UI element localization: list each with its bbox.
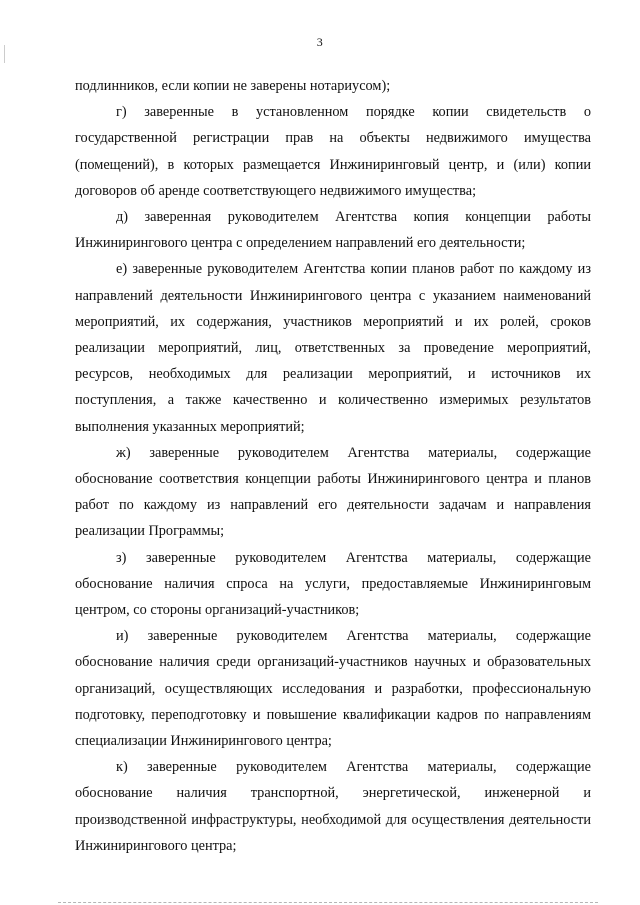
page-number: 3: [316, 35, 324, 49]
paragraph-item-k: к) заверенные руководителем Агентства материалы, содержащие обоснование наличия транспортной, энергетической, инженерной и производственной инфраструктуры, необходимой для осуществления деятельности Инжинирингового центра;: [75, 759, 591, 854]
paragraph-continuation: подлинников, если копии не заверены нотариусом);: [75, 78, 391, 94]
paragraph-item-zh: ж) заверенные руководителем Агентства материалы, содержащие обоснование соответствия концепции работы Инжинирингового центра и планов работ по каждому из направлений его деятельности задачам и направления реализации Программы;: [75, 444, 591, 540]
paragraph-item-e: е) заверенные руководителем Агентства копии планов работ по каждому из направлений деятельности Инжинирингового центра с указанием наименований мероприятий, их содержания, участников мероприятий и их ролей, сроков реализации мероприятий, лиц, ответственных за проведение мероприятий, ресурсов, необходимых для реализации мероприятий, и источников их поступления, а также качественно и количественно измеримых результатов выполнения указанных мероприятий;: [75, 261, 591, 435]
document-body: [75, 73, 591, 859]
paragraph-item-z: з) заверенные руководителем Агентства материалы, содержащие обоснование наличия спроса на услуги, предоставляемые Инжиниринговым центром, со стороны организаций-участников;: [75, 549, 591, 619]
paragraph-item-g: г) заверенные в установленном порядке копии свидетельств о государственной регистрации прав на объекты недвижимого имущества (помещений), в которых размещается Инжиниринговый центр, и (или) копии договоров об аренде соответствующего недвижимого имущества;: [75, 104, 591, 199]
scan-artifact-line: [58, 902, 598, 903]
paragraph-item-d: д) заверенная руководителем Агентства копия концепции работы Инжинирингового центра с определением направлений его деятельности;: [75, 209, 591, 252]
paragraph-item-i: и) заверенные руководителем Агентства материалы, содержащие обоснование наличия среди организаций-участников научных и образовательных организаций, осуществляющих исследования и разработки, профессиональную подготовку, переподготовку и повышение квалификации кадров по направлениям специализации Инжинирингового центра;: [75, 628, 591, 750]
